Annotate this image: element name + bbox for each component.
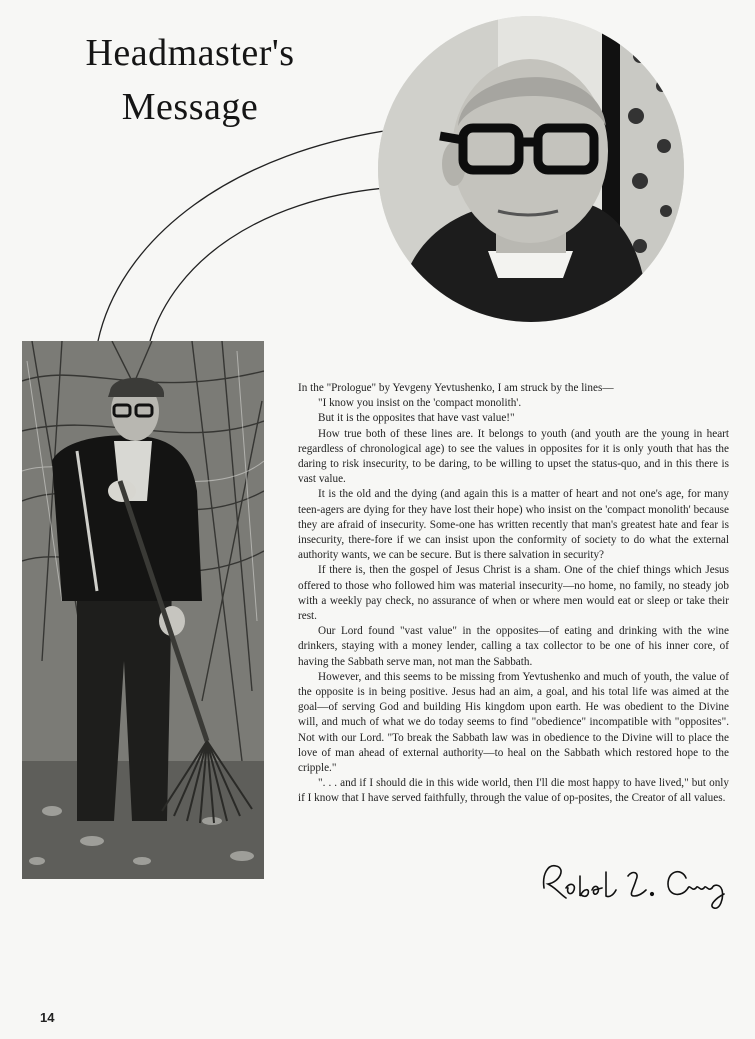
headmaster-portrait-photo bbox=[378, 16, 684, 322]
message-body bbox=[298, 381, 729, 807]
article-paragraph: "I know you insist on the 'compact monolith'. bbox=[318, 397, 522, 410]
headmaster-signature bbox=[536, 858, 732, 914]
article-paragraph: But it is the opposites that have vast value!" bbox=[318, 412, 515, 425]
article-paragraph: It is the old and the dying (and again this is a matter of heart and not one's age, for many teen-agers are dying for they have lost their hope) who insist on the 'compact monolith' because they are afraid of insecurity. Some-one has written recently that man's greatest hate and fear is insecurity, there-fore if we can insist upon the conformity of society to do what the external authority wants, we can be secure. But is there salvation in security? bbox=[298, 488, 729, 562]
article-paragraph: How true both of these lines are. It belongs to youth (and youth are the young in heart regardless of chronological age) to see the values in opposites for it is only youth that has the daring to risk insecurity, to be daring, to be willing to upset the status-quo, and in this there is vast value. bbox=[298, 427, 729, 486]
article-paragraph: ". . . and if I should die in this wide world, then I'll die most happy to have lived," but only if I know that I have served faithfully, through the value of op-posites, the Creator of all values. bbox=[298, 777, 729, 805]
article-paragraph: In the "Prologue" by Yevgeny Yevtushenko, I am struck by the lines— bbox=[298, 382, 614, 394]
title-line-2: Message bbox=[121, 86, 259, 128]
article-paragraph: However, and this seems to be missing from Yevtushenko and much of youth, the value of the opposite is in being positive. Jesus had an aim, a goal, and his total life was aimed at the goal—of serving God and building His kingdom upon earth. He was obedient to the Divine will, and much of what we do today seems to find "obedience" incompatible with "opposites". Not with our Lord. "To break the Sabbath law was in obedience to the Divine will to place the love of man ahead of external authority—to heal on the Sabbath which restored hope to the cripple." bbox=[298, 670, 729, 775]
headmaster-raking-leaves-photo bbox=[22, 341, 264, 879]
page-number: 14 bbox=[40, 1010, 55, 1025]
article-paragraph: Our Lord found "vast value" in the opposites—of eating and drinking with the wine drinkers, staying with a money lender, calling a tax collector to be one of his inner core, of having the Sabbath serve man, not man the Sabbath. bbox=[298, 625, 729, 668]
article-paragraph: If there is, then the gospel of Jesus Christ is a sham. One of the chief things which Jesus offered to those who followed him was material insecurity—no home, no family, no steady job with a weekly pay check, no assurance of when or where men would eat or sleep or take their rest. bbox=[298, 564, 729, 623]
title-line-1: Headmaster's bbox=[85, 32, 295, 74]
